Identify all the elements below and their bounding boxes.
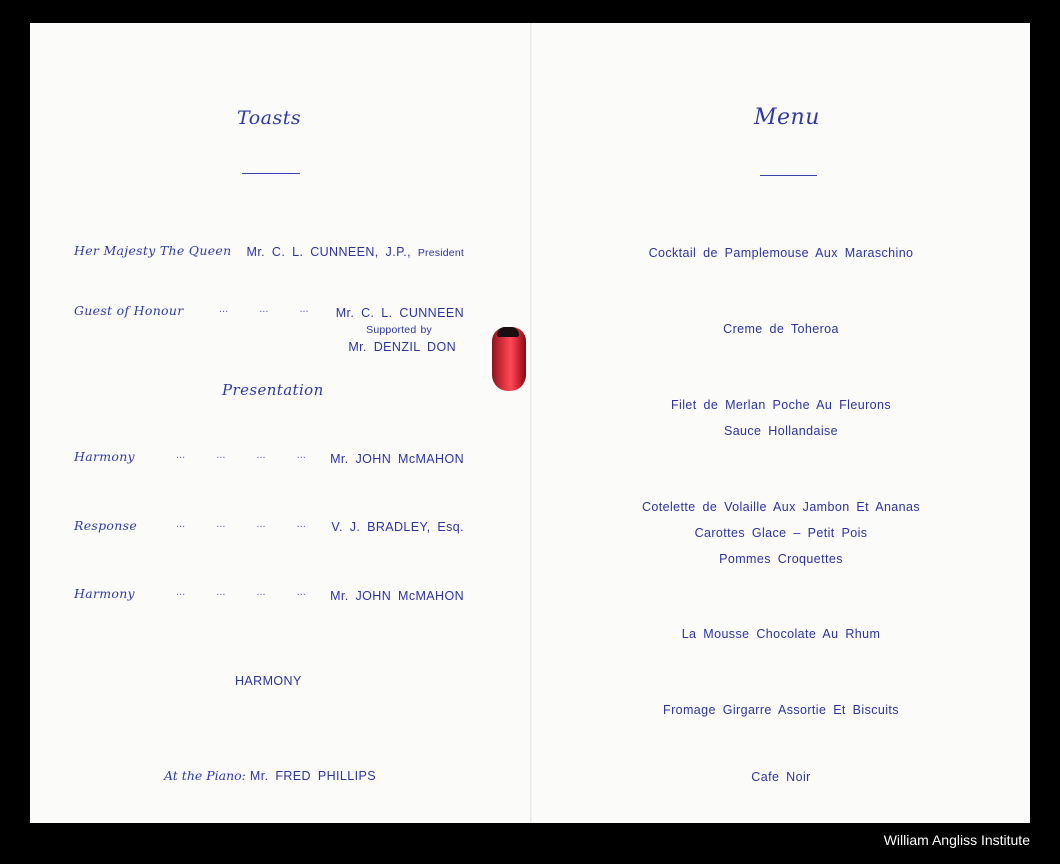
menu-course: Fromage Girgarre Assortie Et Biscuits: [663, 703, 899, 717]
leader-dots: ... ... ... ...: [176, 586, 306, 598]
toast-name: Mr. C. L. CUNNEEN: [335, 306, 464, 320]
toasts-heading-rule: [242, 173, 300, 174]
menu-card: [30, 23, 1030, 823]
menu-course: Cafe Noir: [751, 770, 811, 784]
toast-name: [247, 245, 465, 259]
leader-dots: ... ... ... ...: [176, 449, 306, 461]
toast-name-secondary: Mr. DENZIL DON: [348, 340, 456, 354]
menu-course: Cotelette de Volaille Aux Jambon Et Ananas: [641, 500, 921, 514]
menu-course: Cocktail de Pamplemouse Aux Maraschino: [648, 246, 914, 260]
menu-page: [532, 23, 1030, 823]
piano-name: Mr. FRED PHILLIPS: [249, 769, 376, 783]
institute-caption: William Angliss Institute: [883, 832, 1030, 848]
harmony-label: HARMONY: [235, 674, 302, 688]
menu-heading-rule: [760, 175, 817, 176]
toast-role: Her Majesty The Queen: [74, 243, 232, 258]
presentation-heading: Presentation: [222, 381, 324, 399]
toast-name: V. J. BRADLEY, Esq.: [331, 520, 464, 534]
toast-name: Mr. JOHN McMAHON: [330, 589, 464, 603]
menu-course: Sauce Hollandaise: [723, 424, 839, 438]
toasts-heading: Toasts: [237, 107, 302, 129]
toast-name-suffix: President: [417, 247, 464, 259]
toast-name-text: Mr. C. L. CUNNEEN, J.P.,: [246, 245, 411, 259]
menu-course: Filet de Merlan Poche Au Fleurons: [671, 398, 891, 412]
toast-note: Supported by: [366, 324, 432, 336]
menu-course: La Mousse Chocolate Au Rhum: [681, 627, 881, 641]
menu-course: Creme de Toheroa: [723, 322, 839, 336]
menu-course: Pommes Croquettes: [719, 552, 843, 566]
piano-label: At the Piano:: [164, 768, 246, 783]
toast-name: Mr. JOHN McMAHON: [330, 452, 464, 466]
toasts-page: [30, 23, 530, 823]
toast-role: Response: [74, 518, 138, 533]
toast-role: Guest of Honour: [74, 303, 184, 318]
menu-heading: Menu: [754, 105, 820, 130]
piano-line: [164, 767, 376, 785]
leader-dots: ... ... ... ...: [176, 518, 306, 530]
menu-course: Carottes Glace – Petit Pois: [694, 526, 868, 540]
toast-role: Harmony: [74, 586, 135, 601]
leader-dots: ... ... ...: [219, 303, 309, 315]
toast-role: Harmony: [74, 449, 135, 464]
